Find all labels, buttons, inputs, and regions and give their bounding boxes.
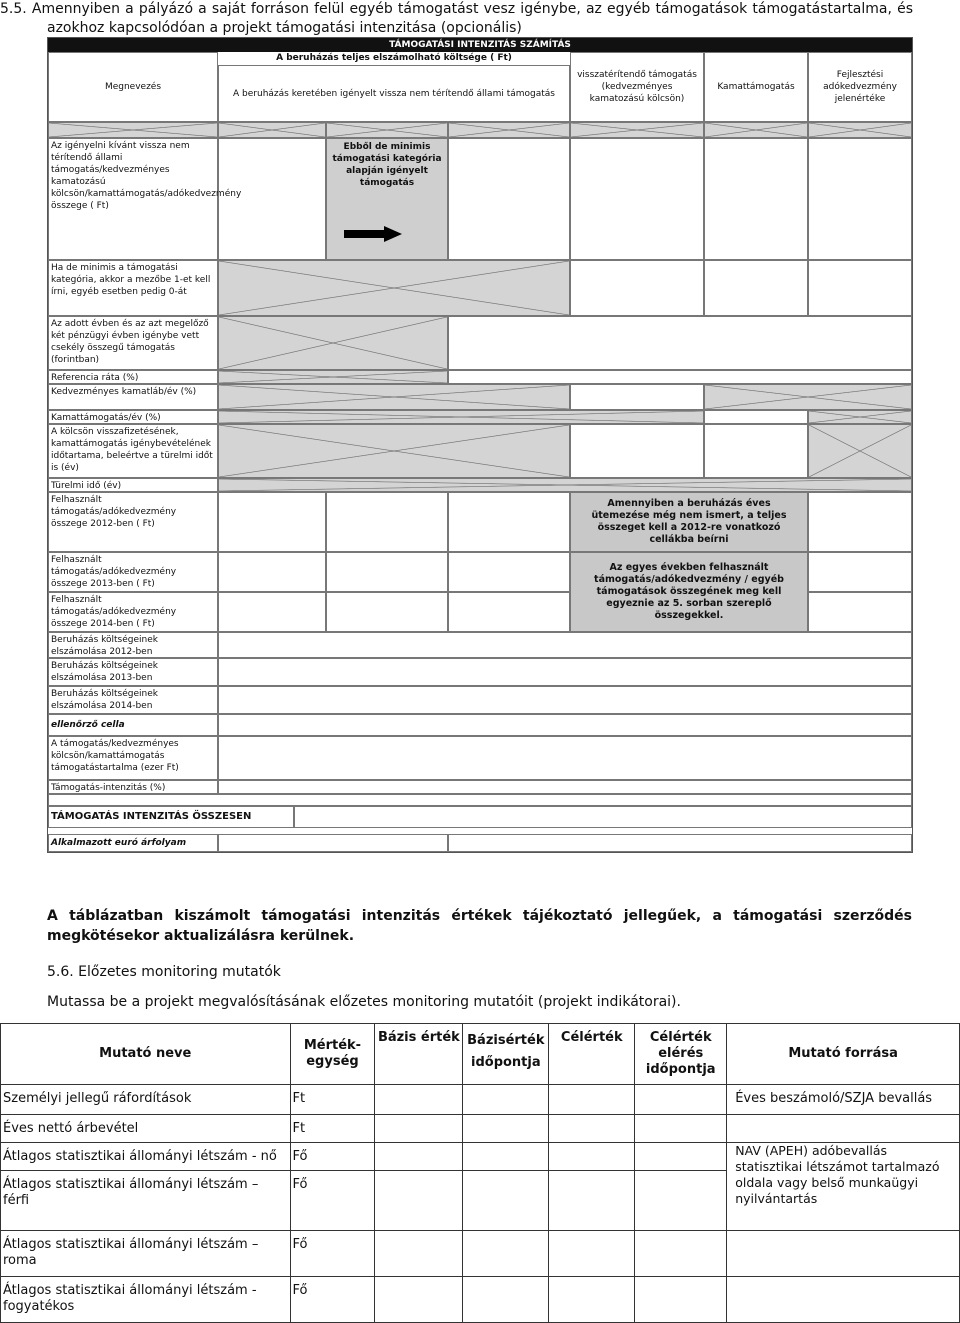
input-used-2013-c[interactable] (448, 552, 570, 592)
indicator-unit: Fő (290, 1171, 375, 1231)
input-base-date[interactable] (463, 1231, 549, 1277)
header-base-date-line1: Bázisérték (467, 1033, 545, 1048)
row-label-preferential-rate: Kedvezményes kamatláb/év (%) (48, 384, 218, 410)
row-label-used-2012: Felhasznált támogatás/adókedvezmény összege 2012-ben ( Ft) (48, 492, 218, 552)
input-flag-loan[interactable] (570, 260, 704, 316)
header-target-date: Célérték elérés időpontja (635, 1024, 727, 1085)
row-label-euro-rate: Alkalmazott euró árfolyam (48, 834, 218, 852)
input-reference-rate[interactable] (448, 370, 912, 384)
row-label-grace-period: Türelmi idő (év) (48, 478, 218, 492)
row-label-small-aid: Az adott évben és az azt megelőző két pénzügyi évben igénybe vett csekély összegű támogatás (forintban) (48, 316, 218, 370)
indicator-name: Éves nettó árbevétel (1, 1115, 291, 1143)
x-cell (808, 424, 912, 478)
indicator-unit: Ft (290, 1085, 375, 1115)
input-used-2012-b[interactable] (326, 492, 448, 552)
input-devtax-amount[interactable] (808, 138, 912, 260)
x-cell (218, 384, 570, 410)
x-cell (808, 410, 912, 424)
indicator-source: Éves beszámoló/SZJA bevallás (727, 1085, 960, 1115)
col-header-interest: Kamattámogatás (704, 52, 808, 122)
section-5-6-intro: Mutassa be a projekt megvalósításának előzetes monitoring mutatóit (projekt indikátorai). (47, 994, 681, 1010)
header-base-date (463, 1024, 549, 1085)
row-label-check-cell: ellenőrző cella (48, 714, 218, 736)
header-source: Mutató forrása (727, 1024, 960, 1085)
input-target-date[interactable] (635, 1277, 727, 1323)
monitoring-indicators-table (0, 1023, 960, 1323)
x-cell (218, 316, 448, 370)
input-target-date[interactable] (635, 1143, 727, 1171)
intensity-value (218, 780, 912, 794)
input-target-date[interactable] (635, 1085, 727, 1115)
section-heading (0, 0, 913, 38)
col-header-loan: visszatérítendő támogatás (kedvezményes kamatozású kölcsön) (570, 52, 704, 122)
header-indicator-name: Mutató neve (1, 1024, 291, 1085)
input-base-date[interactable] (463, 1171, 549, 1231)
row-label-used-2014: Felhasznált támogatás/adókedvezmény összege 2014-ben ( Ft) (48, 592, 218, 632)
input-base-value[interactable] (375, 1277, 463, 1323)
input-repayment-loan[interactable] (570, 424, 704, 478)
row-label-reference-rate: Referencia ráta (%) (48, 370, 218, 384)
table-row (1, 1085, 960, 1115)
input-loan-amount[interactable] (570, 138, 704, 260)
de-minimis-text: Ebből de minimis támogatási kategória alapján igényelt támogatás (332, 142, 442, 188)
indicator-name: Átlagos statisztikai állományi létszám - fogyatékos (1, 1277, 291, 1323)
input-used-2013-e[interactable] (808, 552, 912, 592)
row-label-costs-2014: Beruházás költségeinek elszámolása 2014-ben (48, 686, 218, 714)
header-unit: Mérték-egység (290, 1024, 375, 1085)
input-used-2014-e[interactable] (808, 592, 912, 632)
input-interest-amount[interactable] (704, 138, 808, 260)
input-target-date[interactable] (635, 1171, 727, 1231)
indicator-name: Átlagos statisztikai állományi létszám – roma (1, 1231, 291, 1277)
row-label-costs-2012: Beruházás költségeinek elszámolása 2012-ben (48, 632, 218, 658)
section-heading-text: Amennyiben a pályázó a saját forráson felül egyéb támogatást vesz igénybe, az egyéb támogatások támogatástartalma, és azokhoz kapcsolódóan a projekt támogatási intenzitása (opcionális) (31, 1, 913, 36)
x-cell (704, 122, 808, 138)
indicator-name: Átlagos statisztikai állományi létszám - nő (1, 1143, 291, 1171)
input-used-2014-c[interactable] (448, 592, 570, 632)
input-target-value[interactable] (549, 1171, 635, 1231)
input-target-value[interactable] (549, 1143, 635, 1171)
arrow-right-icon (344, 226, 402, 242)
x-cell (570, 122, 704, 138)
col-header-name: Megnevezés (48, 52, 218, 122)
input-base-value[interactable] (375, 1115, 463, 1143)
sheet-title: TÁMOGATÁSI INTENZITÁS SZÁMÍTÁS (48, 38, 912, 52)
header-base-value: Bázis érték (375, 1024, 463, 1085)
input-base-date[interactable] (463, 1277, 549, 1323)
indicator-name: Átlagos statisztikai állományi létszám – férfi (1, 1171, 291, 1231)
table-row (1, 1143, 960, 1171)
note-schedule-unknown: Amennyiben a beruházás éves ütemezése még nem ismert, a teljes összeget kell a 2012-re vonatkozó cellákba beírni (570, 492, 808, 552)
x-cell (326, 122, 448, 138)
row-label-de-minimis-flag: Ha de minimis a támogatási kategória, akkor a mezőbe 1-et kell írni, egyéb esetben pedig 0-át (48, 260, 218, 316)
row-label-interest-per-year: Kamattámogatás/év (%) (48, 410, 218, 424)
x-cell (218, 122, 326, 138)
input-small-aid[interactable] (448, 316, 912, 370)
row-label-repayment-period: A kölcsön visszafizetésének, kamattámogatás igénybevételének időtartama, beleértve a türelmi időt is (év) (48, 424, 218, 478)
indicator-unit: Fő (290, 1231, 375, 1277)
note-yearly-sum: Az egyes években felhasznált támogatás/adókedvezmény / egyéb támogatások összegének meg kell egyeznie az 5. sorban szereplő összegekkel. (570, 552, 808, 632)
col-header-devtax: Fejlesztési adókedvezmény jelenértéke (808, 52, 912, 122)
x-cell (704, 384, 912, 410)
x-cell (218, 370, 448, 384)
row-label-costs-2013: Beruházás költségeinek elszámolása 2013-ben (48, 658, 218, 686)
input-base-value[interactable] (375, 1231, 463, 1277)
table-row (1, 1277, 960, 1323)
input-used-2012-a[interactable] (218, 492, 326, 552)
indicator-name: Személyi jellegű ráfordítások (1, 1085, 291, 1115)
row-label-total-intensity: TÁMOGATÁS INTENZITÁS ÖSSZESEN (48, 806, 294, 828)
input-preferential-rate[interactable] (570, 384, 704, 410)
x-cell (48, 122, 218, 138)
indicator-source-empty (727, 1115, 960, 1143)
input-target-value[interactable] (549, 1085, 635, 1115)
check-cell-value (218, 714, 912, 736)
row-label-aid-content: A támogatás/kedvezményes kölcsön/kamattámogatás támogatástartalma (ezer Ft) (48, 736, 218, 780)
section-5-6-title: 5.6. Előzetes monitoring mutatók (47, 964, 281, 980)
col-header-grant: A beruházás keretében igényelt vissza nem térítendő állami támogatás (218, 65, 570, 122)
section-number: 5.5. (0, 1, 27, 17)
indicator-unit: Fő (290, 1143, 375, 1171)
input-target-value[interactable] (549, 1231, 635, 1277)
aid-content-value (218, 736, 912, 780)
support-intensity-sheet (47, 37, 913, 853)
input-repayment-interest[interactable] (704, 424, 808, 478)
input-base-value[interactable] (375, 1085, 463, 1115)
row-label-requested-amount: Az igényelni kívánt vissza nem térítendő állami támogatás/kedvezményes kamatozású kölcsön/kamattámogatás/adókedvezmény összege ( Ft) (48, 138, 218, 260)
intensity-notice: A táblázatban kiszámolt támogatási intenzitás értékek tájékoztató jellegűek, a támogatási szerződés megkötésekor aktualizálásra kerülnek. (47, 908, 912, 944)
header-target-value: Célérték (549, 1024, 635, 1085)
input-base-value[interactable] (375, 1143, 463, 1171)
table-row (1, 1115, 960, 1143)
indicator-unit: Fő (290, 1277, 375, 1323)
header-base-date-line2: időpontja (471, 1055, 541, 1070)
euro-rate-blank (448, 834, 912, 852)
input-target-date[interactable] (635, 1115, 727, 1143)
table-row (1, 1231, 960, 1277)
x-cell (218, 478, 912, 492)
input-remaining-grant[interactable] (448, 138, 570, 260)
spacer-row (48, 794, 912, 806)
x-cell (218, 260, 570, 316)
input-base-date[interactable] (463, 1143, 549, 1171)
input-euro-rate[interactable] (218, 834, 448, 852)
input-costs-2012[interactable] (218, 632, 912, 658)
input-costs-2014[interactable] (218, 686, 912, 714)
x-cell (808, 122, 912, 138)
input-base-date[interactable] (463, 1085, 549, 1115)
input-used-2012-e[interactable] (808, 492, 912, 552)
input-target-value[interactable] (549, 1115, 635, 1143)
input-target-value[interactable] (549, 1277, 635, 1323)
input-base-value[interactable] (375, 1171, 463, 1231)
indicator-source-empty (727, 1277, 960, 1323)
row-label-used-2013: Felhasznált támogatás/adókedvezmény összege 2013-ben ( Ft) (48, 552, 218, 592)
indicator-unit: Ft (290, 1115, 375, 1143)
input-target-date[interactable] (635, 1231, 727, 1277)
input-interest-per-year[interactable] (704, 410, 808, 424)
input-used-2012-c[interactable] (448, 492, 570, 552)
input-flag-devtax[interactable] (808, 260, 912, 316)
input-grant-amount[interactable] (218, 138, 326, 260)
input-used-2013-b[interactable] (326, 552, 448, 592)
indicator-source-empty (727, 1231, 960, 1277)
input-used-2014-a[interactable] (218, 592, 326, 632)
x-cell (218, 424, 570, 478)
input-used-2014-b[interactable] (326, 592, 448, 632)
x-cell (218, 410, 704, 424)
input-costs-2013[interactable] (218, 658, 912, 686)
x-cell (448, 122, 570, 138)
input-flag-interest[interactable] (704, 260, 808, 316)
total-intensity-value (294, 806, 912, 828)
sheet-subtitle: A beruházás teljes elszámolható költsége ( Ft) (218, 52, 570, 66)
indicator-source: NAV (APEH) adóbevallás statisztikai létszámot tartalmazó oldala vagy belső munkaügyi nyilvántartás (727, 1143, 960, 1231)
input-used-2013-a[interactable] (218, 552, 326, 592)
row-label-intensity: Támogatás-intenzitás (%) (48, 780, 218, 794)
input-base-date[interactable] (463, 1115, 549, 1143)
